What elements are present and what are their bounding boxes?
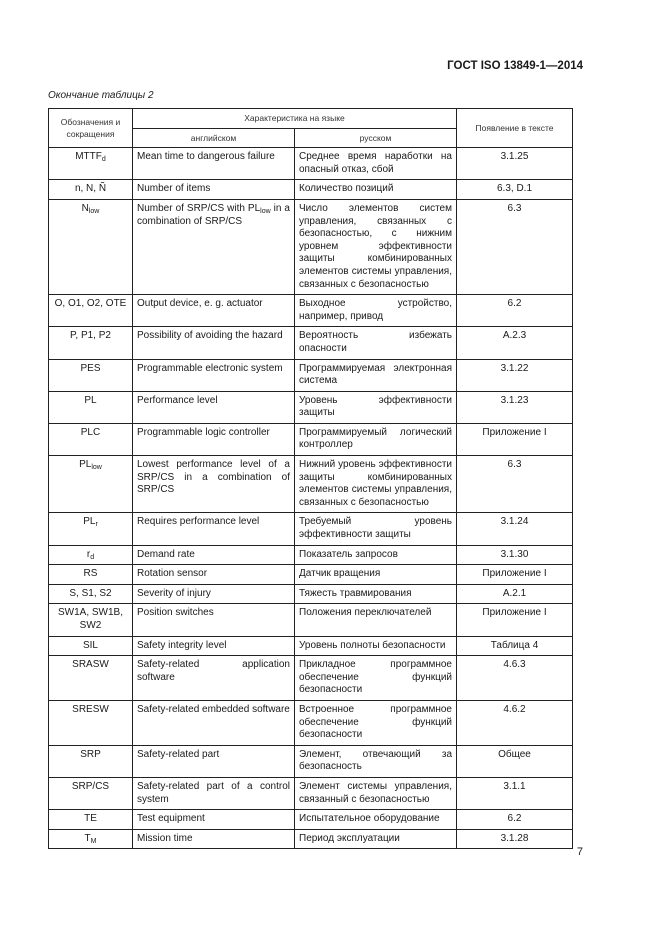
symbol-text: SIL [82,639,98,651]
table-row [49,148,573,180]
english-cell [133,656,295,701]
english-text: Mean time to dangerous failure [137,151,275,163]
russian-cell: Количество позиций [295,180,457,200]
reference-cell: 6.3 [457,456,573,513]
table-row [49,327,573,359]
table-row [49,513,573,545]
english-cell [133,745,295,777]
english-cell [133,604,295,636]
header-symbols: Обозначения и сокращения [49,109,133,148]
english-cell [133,295,295,327]
russian-cell: Встроенное программное обеспечение функций безопасности [295,700,457,745]
symbol-text: SRASW [72,659,109,671]
header-appearance: Появление в тексте [457,109,573,148]
symbol-cell [49,391,133,423]
reference-cell: 6.2 [457,810,573,830]
reference-cell: 6.3, D.1 [457,180,573,200]
english-text: Severity of injury [137,587,211,599]
reference-cell: 3.1.30 [457,545,573,565]
symbol-cell [49,777,133,809]
symbol-text: SRP/CS [71,780,110,792]
symbol-cell [49,545,133,565]
english-cell [133,148,295,180]
symbol-cell [49,295,133,327]
russian-cell: Элемент, отвечающий за безопасность [295,745,457,777]
russian-cell: Выходное устройство, например, привод [295,295,457,327]
symbol-text: O, O1, O2, OTE [54,298,127,310]
russian-cell: Вероятность избежать опасности [295,327,457,359]
reference-cell: 6.2 [457,295,573,327]
symbol-cell [49,565,133,585]
symbol-cell [49,456,133,513]
english-cell [133,513,295,545]
russian-cell: Уровень полноты безопасности [295,636,457,656]
symbol-text: PES [80,362,101,374]
english-text: Rotation sensor [137,568,208,580]
table-row [49,777,573,809]
table-row [49,604,573,636]
russian-cell: Требуемый уровень эффективности защиты [295,513,457,545]
russian-cell: Показатель запросов [295,545,457,565]
table-row [49,829,573,849]
table-row [49,180,573,200]
symbol-text: PL [84,394,97,406]
table-row [49,745,573,777]
table-row [49,295,573,327]
russian-cell: Элемент системы управления, связанный с безопасностью [295,777,457,809]
reference-cell: 3.1.1 [457,777,573,809]
english-cell [133,359,295,391]
table-row [49,391,573,423]
russian-cell: Нижний уровень эффективности защиты комбинированных элементов системы управления, связанных с безопасностью [295,456,457,513]
symbol-cell [49,604,133,636]
table-row [49,810,573,830]
symbol-subscript: M [90,837,97,845]
header-english: английском [133,128,295,148]
english-text: Test equipment [137,813,205,825]
table-row [49,423,573,455]
english-text: Programmable electronic system [137,362,283,374]
symbol-cell [49,656,133,701]
header-characteristic: Характеристика на языке [133,109,457,129]
symbol-cell [49,199,133,294]
symbol-text: RS [83,568,98,580]
english-text: Safety-related application software [137,659,290,683]
reference-cell: Приложение I [457,565,573,585]
english-text: Mission time [137,832,193,844]
symbol-text: TE [84,813,97,825]
english-cell [133,327,295,359]
table-row [49,656,573,701]
symbol-text: P, P1, P2 [70,330,111,342]
reference-cell: 3.1.25 [457,148,573,180]
symbol-text: r [86,548,91,560]
table-row [49,359,573,391]
document-header: ГОСТ ISO 13849-1—2014 [447,60,583,72]
english-text: Output device, e. g. actuator [137,298,263,310]
english-cell [133,700,295,745]
symbol-cell [49,423,133,455]
symbol-text: T [84,832,91,844]
russian-cell: Среднее время наработки на опасный отказ, сбой [295,148,457,180]
abbreviations-table [48,108,573,849]
english-cell [133,199,295,294]
symbol-text: S, S1, S2 [69,587,112,599]
table-row [49,456,573,513]
reference-cell: 3.1.28 [457,829,573,849]
english-text: Lowest performance level of a SRP/CS in a combination of SRP/CS [137,459,290,496]
reference-cell: 3.1.23 [457,391,573,423]
page-number: 7 [576,846,583,858]
russian-cell: Тяжесть травмирования [295,584,457,604]
symbol-text: PLC [80,426,101,438]
english-text: Performance level [137,394,218,406]
symbol-cell [49,513,133,545]
russian-cell: Датчик вращения [295,565,457,585]
symbol-text: N [81,202,89,214]
symbol-text: PL [83,516,96,528]
symbol-subscript: d [101,156,106,164]
table-row [49,565,573,585]
reference-cell: Таблица 4 [457,636,573,656]
russian-cell: Уровень эффективности защиты [295,391,457,423]
english-text: Possibility of avoiding the hazard [137,330,283,342]
english-text: Programmable logic controller [137,426,270,438]
english-text: Safety-related part [137,748,220,760]
symbol-cell [49,584,133,604]
english-text-rest: in a combination of SRP/CS [137,202,290,227]
symbol-text: MTTF [75,151,102,163]
english-cell [133,456,295,513]
reference-cell: 3.1.22 [457,359,573,391]
english-cell [133,565,295,585]
table-row [49,199,573,294]
english-text: Demand rate [137,548,195,560]
reference-cell: 6.3 [457,199,573,294]
reference-cell: Общее [457,745,573,777]
reference-cell: 4.6.2 [457,700,573,745]
english-text: Number of SRP/CS with PL [137,202,261,214]
english-cell [133,810,295,830]
symbol-cell [49,745,133,777]
english-cell [133,777,295,809]
table-row [49,545,573,565]
english-cell [133,829,295,849]
symbol-cell [49,180,133,200]
reference-cell: Приложение I [457,604,573,636]
symbol-text: PL [79,459,92,471]
english-text: Number of items [137,183,211,195]
table-body [49,148,573,849]
english-cell [133,423,295,455]
russian-cell: Положения переключателей [295,604,457,636]
russian-cell: Программируемый логический контроллер [295,423,457,455]
symbol-text: SW1A, SW1B, SW2 [57,607,123,631]
symbol-cell [49,359,133,391]
english-text: Requires performance level [137,516,260,528]
symbol-text: SRESW [72,703,109,715]
reference-cell: A.2.1 [457,584,573,604]
symbol-cell [49,327,133,359]
symbol-subscript: low [88,207,100,215]
russian-cell: Испытательное оборудование [295,810,457,830]
english-text: Position switches [137,607,214,619]
table-row [49,636,573,656]
english-text: Safety integrity level [137,639,227,651]
symbol-subscript: r [95,521,98,529]
reference-cell: Приложение I [457,423,573,455]
english-cell [133,584,295,604]
english-cell [133,180,295,200]
english-text: Safety-related part of a control system [137,780,290,805]
symbol-text: n, N, Ñ [74,183,107,195]
header-russian: русском [295,128,457,148]
symbol-cell [49,810,133,830]
symbol-cell [49,148,133,180]
russian-cell: Период эксплуатации [295,829,457,849]
reference-cell: 4.6.3 [457,656,573,701]
russian-cell: Прикладное программное обеспечение функций безопасности [295,656,457,701]
table-row [49,700,573,745]
symbol-cell [49,700,133,745]
reference-cell: A.2.3 [457,327,573,359]
english-subscript: low [260,207,271,215]
russian-cell: Программируемая электронная система [295,359,457,391]
symbol-subscript: d [90,553,95,561]
reference-cell: 3.1.24 [457,513,573,545]
english-cell [133,636,295,656]
table-caption: Окончание таблицы 2 [48,90,154,101]
table-row [49,584,573,604]
symbol-cell [49,829,133,849]
english-text: Safety-related embedded software [137,703,290,715]
symbol-subscript: low [91,464,102,472]
symbol-cell [49,636,133,656]
russian-cell: Число элементов систем управления, связанных с безопасностью, с нижним уровнем эффективности защиты комбинированных элементов системы управления, связанных с безопасностью [295,199,457,294]
english-cell [133,391,295,423]
english-cell [133,545,295,565]
symbol-text: SRP [80,748,101,760]
